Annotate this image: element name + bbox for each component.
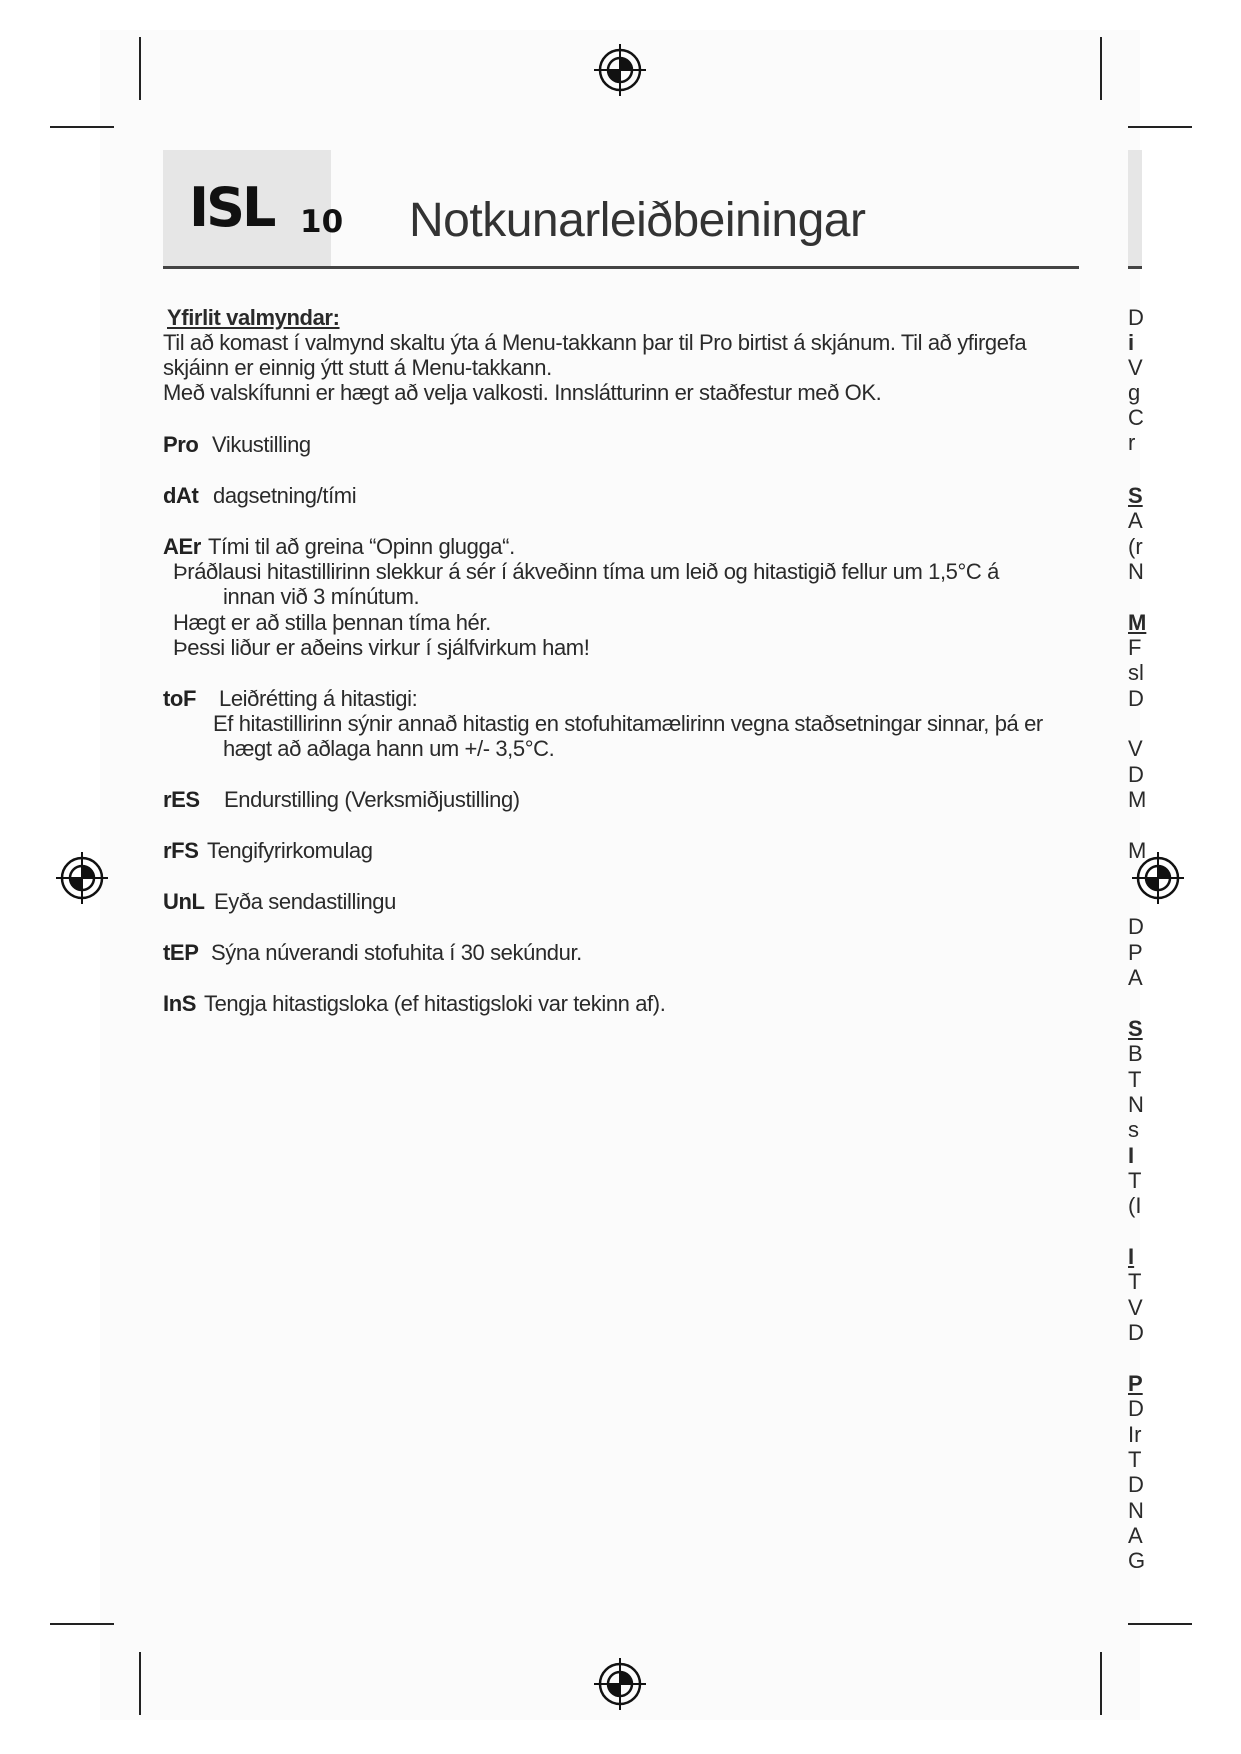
language-code: ISL — [189, 176, 274, 239]
registration-mark-left-icon — [56, 852, 108, 904]
menu-label-pro: Vikustilling — [212, 432, 311, 457]
page-title: Notkunarleiðbeiningar — [409, 194, 866, 247]
right-column-fragment: N — [1128, 1498, 1144, 1523]
right-column-fragment: T — [1128, 1168, 1142, 1193]
menu-code-tep: tEP — [163, 940, 199, 965]
menu-label-unl: Eyða sendastillingu — [214, 889, 396, 914]
right-column-fragment: Ir — [1128, 1422, 1142, 1447]
crop-mark-top-right-vertical — [1100, 37, 1102, 100]
crop-mark-bottom-right-vertical — [1100, 1652, 1102, 1715]
right-column-fragment: g — [1128, 380, 1141, 405]
menu-code-tof: toF — [163, 686, 197, 711]
menu-code-res: rES — [163, 787, 200, 812]
right-column-fragment: V — [1128, 355, 1143, 380]
crop-mark-bottom-left-horizontal — [50, 1623, 114, 1625]
right-column-fragment: I — [1128, 1244, 1135, 1269]
right-column-fragment: I — [1128, 1143, 1135, 1168]
right-column-fragment: V — [1128, 1295, 1143, 1320]
right-column-fragment: C — [1128, 405, 1144, 430]
next-page-header-rule — [1128, 266, 1142, 269]
menu-label-res: Endurstilling (Verksmiðjustilling) — [224, 787, 520, 812]
right-column-fragment: D — [1128, 305, 1144, 330]
right-column-fragment: T — [1128, 1067, 1142, 1092]
right-column-fragment: M — [1128, 787, 1147, 812]
right-column-fragment: S — [1128, 1016, 1143, 1041]
menu-desc-tof: Ef hitastillirinn sýnir annað hitastig en stofuhitamælirinn vegna staðsetningar sinnar, þá er — [213, 711, 1043, 736]
right-column-fragment: T — [1128, 1269, 1142, 1294]
menu-label-aer: Tími til að greina “Opinn glugga“. — [208, 534, 515, 559]
crop-mark-bottom-left-vertical — [139, 1652, 141, 1715]
menu-code-unl: UnL — [163, 889, 205, 914]
right-column-fragment: r — [1128, 430, 1136, 455]
right-column-fragment: A — [1128, 1523, 1143, 1548]
menu-desc-tof: hægt að aðlaga hann um +/- 3,5°C. — [223, 736, 555, 761]
intro-line: Til að komast í valmynd skaltu ýta á Menu-takkann þar til Pro birtist á skjánum. Til að yfirgefa — [163, 330, 1027, 355]
right-column-fragment: sl — [1128, 660, 1144, 685]
menu-label-tep: Sýna núverandi stofuhita í 30 sekúndur. — [211, 940, 582, 965]
crop-mark-top-left-horizontal — [50, 126, 114, 128]
next-page-header-box — [1128, 150, 1142, 267]
menu-desc-aer: Þessi liður er aðeins virkur í sjálfvirkum ham! — [173, 635, 590, 660]
right-column-fragment: D — [1128, 914, 1144, 939]
menu-desc-aer: innan við 3 mínútum. — [223, 584, 420, 609]
right-column-fragment: N — [1128, 559, 1144, 584]
section-heading: Yfirlit valmyndar: — [167, 305, 340, 330]
right-column-fragment: G — [1128, 1548, 1146, 1573]
crop-mark-top-right-horizontal — [1128, 126, 1192, 128]
menu-code-rfs: rFS — [163, 838, 199, 863]
right-column-fragment: A — [1128, 965, 1143, 990]
right-column-fragment: B — [1128, 1041, 1143, 1066]
right-column-fragment: (I — [1128, 1193, 1142, 1218]
right-column-fragment: D — [1128, 762, 1144, 787]
crop-mark-bottom-right-horizontal — [1128, 1623, 1192, 1625]
right-column-fragment: P — [1128, 1371, 1143, 1396]
right-column-fragment: D — [1128, 1472, 1144, 1497]
menu-code-ins: InS — [163, 991, 197, 1016]
right-column-fragment: D — [1128, 1396, 1144, 1421]
registration-mark-bottom-icon — [594, 1658, 646, 1710]
menu-code-aer: AEr — [163, 534, 201, 559]
right-column-fragment: N — [1128, 1092, 1144, 1117]
right-column-fragment: T — [1128, 1447, 1142, 1472]
header-rule — [163, 266, 1079, 269]
right-column-fragment: i — [1128, 330, 1135, 355]
menu-label-dat: dagsetning/tími — [213, 483, 357, 508]
menu-code-dat: dAt — [163, 483, 199, 508]
registration-mark-top-icon — [594, 44, 646, 96]
right-column-fragment: M — [1128, 838, 1147, 863]
right-column-fragment: A — [1128, 508, 1143, 533]
menu-label-ins: Tengja hitastigsloka (ef hitastigsloki var tekinn af). — [204, 991, 666, 1016]
right-column-fragment: V — [1128, 736, 1143, 761]
page-background — [100, 30, 1147, 1720]
intro-line: Með valskífunni er hægt að velja valkosti. Innslátturinn er staðfestur með OK. — [163, 380, 882, 405]
intro-line: skjáinn er einnig ýtt stutt á Menu-takkann. — [163, 355, 552, 380]
right-column-fragment: M — [1128, 610, 1147, 635]
right-column-fragment: (r — [1128, 534, 1143, 559]
menu-desc-aer: Hægt er að stilla þennan tíma hér. — [173, 610, 491, 635]
menu-code-pro: Pro — [163, 432, 199, 457]
right-column-fragment: s — [1128, 1117, 1139, 1142]
right-column-fragment: F — [1128, 635, 1142, 660]
menu-desc-aer: Þráðlausi hitastillirinn slekkur á sér í ákveðinn tíma um leið og hitastigið fellur um 1,5°C á — [173, 559, 999, 584]
right-column-fragment: D — [1128, 1320, 1144, 1345]
menu-label-tof: Leiðrétting á hitastigi: — [219, 686, 418, 711]
language-code-suffix: 10 — [300, 204, 344, 240]
right-column-fragment: S — [1128, 483, 1143, 508]
right-column-fragment: D — [1128, 686, 1144, 711]
right-column-fragment: P — [1128, 940, 1143, 965]
crop-mark-top-left-vertical — [139, 37, 141, 100]
menu-label-rfs: Tengifyrirkomulag — [207, 838, 373, 863]
